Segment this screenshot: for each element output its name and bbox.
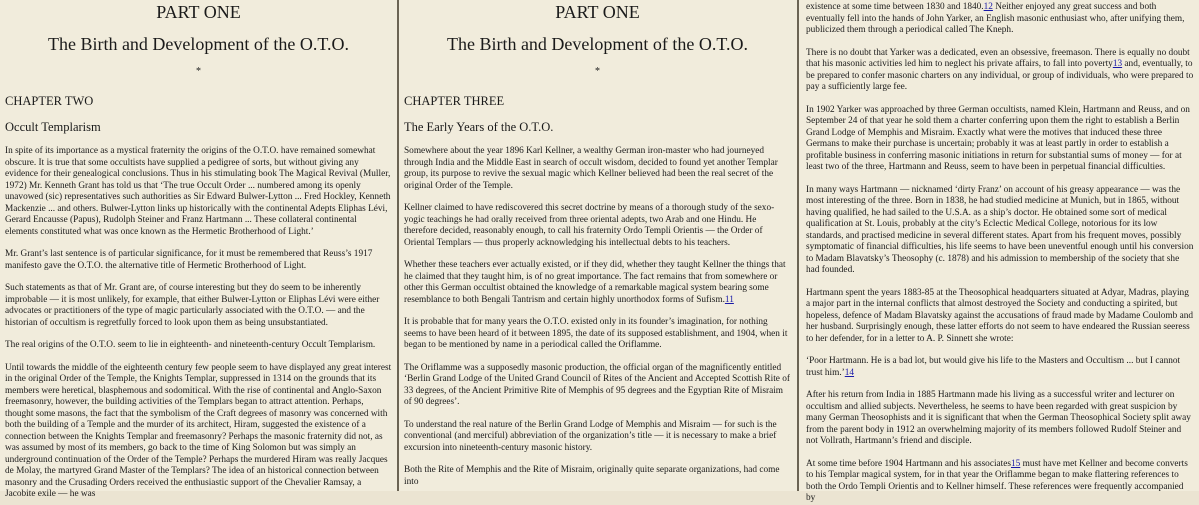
paragraph bbox=[806, 48, 1194, 94]
paragraph-text: must have met Kellner and become converts to his Templar magical system, for in that year the Oriflamme began to make flattering references to both the Ordo Templi Orientis and to Kellner himself. These references were frequently accompanied by bbox=[806, 458, 1188, 503]
paragraph bbox=[806, 459, 1194, 505]
chapter-number: CHAPTER TWO bbox=[5, 94, 94, 108]
paragraph: Mr. Grant’s last sentence is of particular significance, for it must be remembered that Reuss’s 1917 manifesto gave the O.T.O. the alternative title of Hermetic Brotherhood of Light. bbox=[5, 249, 373, 271]
paragraph: Until towards the middle of the eighteenth century few people seem to have displayed any great interest in the original Order of the Temple, the Knights Templar, suppressed in 1314 on the grounds that its members were heretical, blasphemous and sodomitical. With the rise of continental and Anglo-Saxon freemasonry, however, the building activities of the Templars began to attract attention. Perhaps, thought some masons, the fact that the symbolism of the Craft degrees of masonry was concerned with both the building of a Temple and the murder of its architect, Hiram, suggested the existence of a connection between the Knights Templar and freemasonry? Perhaps the masonic fraternity did not, as was assumed by most of its members, go back to the time of King Solomon but was simply an underground continuation of the Order of the Temple? Perhaps the murdered Hiram was really Jacques de Molay, the martyred Grand Master of the Templars? The idea of an historical connection between masonry and the Crusading Orders received the enthusiastic support of the Chevalier Ramsay, a Jacobite exile — he was bbox=[5, 362, 392, 499]
book-title: The Birth and Development of the O.T.O. bbox=[446, 34, 749, 54]
footnote-link-14[interactable]: 14 bbox=[844, 367, 855, 378]
paragraph bbox=[806, 2, 1194, 37]
paragraph: It is probable that for many years the O.T.O. existed only in its founder’s imagination, for nothing seems to have been heard of it between 1895, the date of its supposed establishment, and 1904, when it began to be mentioned by name in a periodical called the Oriflamme. bbox=[404, 317, 788, 350]
paragraph: In 1902 Yarker was approached by three German occultists, named Klein, Hartmann and Reuss, and on September 24 of that year he sold them a charter conferring upon them the right to establish a Berlin Grand Lodge of Memphis and Misraim. Exactly what were the motives that induced these three Germans to make their purchase is uncertain; probably it was at least partly in order to establish a profitable business in conferring masonic initiations in return for substantial sums of money — for at least two of the three, Hartmann and Reuss, seem to have been in perpetual financial difficulties. bbox=[806, 104, 1190, 172]
paragraph: Somewhere about the year 1896 Karl Kellner, a wealthy German iron-master who had journeyed through India and the Middle East in search of occult wisdom, decided to found yet another Templar group, its purpose to revive the sexual magic which Kellner believed had been the real secret of the original Order of the Temple. bbox=[404, 146, 778, 191]
ornament-separator: * bbox=[196, 66, 201, 77]
paragraph: Such statements as that of Mr. Grant are, of course interesting but they do seem to be inherently improbable — it is most unlikely, for example, that either Bulwer-Lytton or Eliphas Lévi were either advocates or practitioners of the type of magic particularly associated with the O.T.O. — and the historian of occultism is regretfully forced to look upon them as being unsubstantiated. bbox=[5, 283, 380, 328]
paragraph: Hartmann spent the years 1883-85 at the Theosophical headquarters situated at Adyar, Madras, playing a major part in the internal conflicts that almost destroyed the Society and conducting a spirited, but hopeless, defence of Madam Blavatsky against the accusations of fraud made by Madame Coulomb and her husband. Surprisingly enough, these latter efforts do not seem to have endeared the Russian seeress to her defender, for in a letter to A. P. Sinnett she wrote: bbox=[806, 287, 1193, 344]
paragraph-text: There is no doubt that Yarker was a dedicated, even an obsessive, freemason. There is equally no doubt that his masonic activities led him to neglect his private affairs, to fall into poverty bbox=[806, 47, 1190, 69]
paragraph: Both the Rite of Memphis and the Rite of Misraim, originally quite separate organizations, had come into bbox=[404, 465, 780, 487]
paragraph bbox=[806, 356, 1194, 379]
paragraph-text: and, eventually, to be prepared to confer masonic charters on any individual, or group of individuals, who were prepared to pay a sufficiently large fee. bbox=[806, 59, 1194, 92]
part-title: PART ONE bbox=[555, 2, 640, 22]
paragraph: After his return from India in 1885 Hartmann made his living as a successful writer and lecturer on occultism and allied subjects. Nevertheless, he seems to have been regarded with great suspicion by many German Theosophists and it is significant that when the German Theosophical Society split away from the parent body in 1912 an overwhelming majority of its members followed Rudolf Steiner and not Vollrath, Hartmann’s friend and disciple. bbox=[806, 390, 1191, 446]
part-title: PART ONE bbox=[156, 2, 241, 22]
paragraph: The real origins of the O.T.O. seem to lie in eighteenth- and nineteenth-century Occult Templarism. bbox=[5, 340, 376, 350]
book-title: The Birth and Development of the O.T.O. bbox=[47, 34, 350, 54]
chapter-title: The Early Years of the O.T.O. bbox=[404, 120, 554, 134]
chapter-title: Occult Templarism bbox=[5, 120, 101, 134]
chapter-number: CHAPTER THREE bbox=[404, 94, 505, 108]
paragraph: To understand the real nature of the Berlin Grand Lodge of Memphis and Misraim — for such is the conventional (and merciful) abbreviation of the organization’s title — it is necessary to make a brief excursion into nineteenth-century masonic history. bbox=[404, 419, 777, 453]
right-page-pane[interactable] bbox=[799, 0, 1199, 503]
paragraph-text: Neither enjoyed any great success and both eventually fell into the hands of John Yarker, an English masonic enthusiast who, after unifying them, publicized them through a periodical called The Kneph. bbox=[806, 2, 1185, 35]
paragraph bbox=[404, 260, 791, 306]
middle-page-pane[interactable] bbox=[399, 0, 797, 491]
paragraph-text: existence at some time between 1830 and 1840. bbox=[806, 2, 984, 12]
paragraph: In many ways Hartmann — nicknamed ‘dirty Franz’ on account of his greasy appearance — was the most interesting of the three. Born in 1838, he had studied medicine at Munich, but in 1865, without having qualified, he had sailed to the U.S.A. as a ship’s doctor. He obtained some sort of medical qualification at St. Louis, probably at the city’s Eclectic Medical College, notorious for its low standards, and practised medicine in several different states. Apart from his frequent moves, possibly symptomatic of financial difficulties, his life seems to have been uneventful enough until his conversion to Madam Blavatsky’s Theosophy (c. 1878) and his admission to membership of the society that she had founded. bbox=[806, 184, 1194, 275]
paragraph: The Oriflamme was a supposedly masonic production, the official organ of the magnificently entitled ‘Berlin Grand Lodge of the United Grand Council of Rites of the Ancient and Accepted Scottish Rite of 33 degrees, of the Ancient Primitive Rite of Memphis of 95 degrees and the Egyptian Rite of Misraim of 90 degrees’. bbox=[404, 362, 790, 407]
paragraph-text: ‘Poor Hartmann. He is a bad lot, but would give his life to the Masters and Occultism ... but I cannot trust him.’ bbox=[806, 356, 1181, 378]
ornament-separator: * bbox=[595, 66, 600, 77]
paragraph-text: At some time before 1904 Hartmann and his associates bbox=[806, 458, 1011, 469]
footnote-link-13[interactable]: 13 bbox=[1112, 59, 1123, 69]
footnote-link-11[interactable]: 11 bbox=[724, 294, 734, 305]
footnote-link-15[interactable]: 15 bbox=[1011, 458, 1021, 469]
paragraph-text: Whether these teachers ever actually existed, or if they did, whether they taught Kellner the things that he claimed that they taught him, is of no great importance. The fact remains that from somewhere or other this German occultist obtained the knowledge of a remarkable magical system bearing some resemblance to both Bengali Tantrism and certain highly unorthodox forms of Sufism. bbox=[404, 260, 786, 305]
paragraph: Kellner claimed to have rediscovered this secret doctrine by means of a thorough study of the sexo-yogic teachings he had orally received from three oriental adepts, two Arab and one Hindu. He therefore decided, reasonably enough, to call his fraternity Ordo Templi Orientis — the Order of Oriental Templars — thus properly acknowledging his intellectual debts to his teachers. bbox=[404, 203, 775, 248]
left-page-pane[interactable] bbox=[0, 0, 397, 499]
paragraph: In spite of its importance as a mystical fraternity the origins of the O.T.O. have remained somewhat obscure. It is true that some occultists have supplied a pedigree of sorts, but without giving any evidence for their genealogical conclusions. Thus in his stimulating book The Magical Revival (Muller, 1972) Mr. Kenneth Grant has told us that ‘The true Occult Order ... numbered among its openly unavowed (sic) representatives such authorities as Sir Edward Bulwer-Lytton ... Fred Hockley, Kenneth Mackenzie ... and others. Bulwer-Lytton links up historically with the continental Adepts Eliphas Lévi, Gerard Encausse (Papus), Rudolph Steiner and Franz Hartmann ... These collateral continental elements constituted what was once known as the Hermetic Brotherhood of Light.’ bbox=[5, 146, 391, 237]
footnote-link-12[interactable]: 12 bbox=[983, 2, 993, 12]
